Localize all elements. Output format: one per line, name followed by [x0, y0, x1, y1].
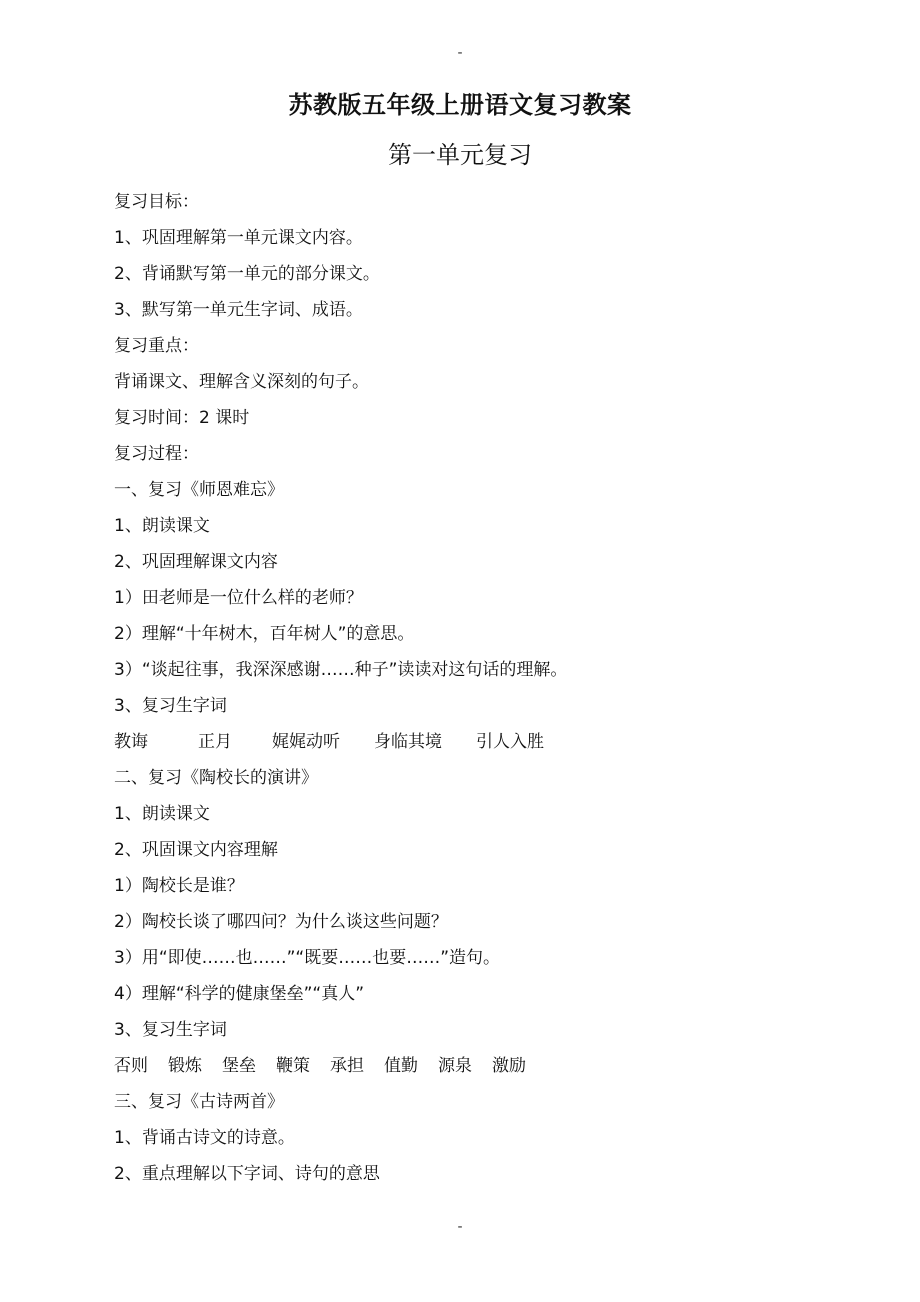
- section-1-step-2: 2、巩固理解课文内容: [114, 552, 278, 572]
- vocab-word: 正月: [198, 732, 232, 752]
- section-2-heading: 二、复习《陶校长的演讲》: [114, 768, 318, 788]
- section-2-step-3: 3、复习生字词: [114, 1020, 227, 1040]
- section-1-question-3: 3）“谈起往事，我深深感谢……种子”读读对这句话的理解。: [114, 660, 568, 680]
- section-1-step-3: 3、复习生字词: [114, 696, 227, 716]
- review-process-heading: 复习过程：: [114, 444, 199, 464]
- vocab-word: 身临其境: [374, 732, 442, 752]
- document-title: 苏教版五年级上册语文复习教案: [288, 91, 632, 119]
- section-2-step-1: 1、朗读课文: [114, 804, 210, 824]
- section-2-question-2: 2）陶校长谈了哪四问？为什么谈这些问题？: [114, 912, 448, 932]
- section-2-question-4: 4）理解“科学的健康堡垒”“真人”: [114, 984, 365, 1004]
- section-3-heading: 三、复习《古诗两首》: [114, 1092, 284, 1112]
- section-1-question-1: 1）田老师是一位什么样的老师？: [114, 588, 363, 608]
- vocab-word: 承担: [330, 1056, 364, 1076]
- section-2-vocab-list: [114, 1048, 814, 1084]
- goal-item-3: 3、默写第一单元生字词、成语。: [114, 300, 363, 320]
- review-focus-heading: 复习重点：: [114, 336, 199, 356]
- section-1-vocab-list: [114, 724, 814, 760]
- review-focus-text: 背诵课文、理解含义深刻的句子。: [114, 372, 369, 392]
- section-1-heading: 一、复习《师恩难忘》: [114, 480, 284, 500]
- vocab-word: 激励: [492, 1056, 526, 1076]
- unit-subtitle: 第一单元复习: [388, 141, 532, 169]
- review-time: 复习时间：2 课时: [114, 408, 250, 428]
- section-3-step-2: 2、重点理解以下字词、诗句的意思: [114, 1164, 380, 1184]
- section-1-question-2: 2）理解“十年树木，百年树人”的意思。: [114, 624, 415, 644]
- page-header-marker: -: [457, 45, 463, 61]
- section-2-step-2: 2、巩固课文内容理解: [114, 840, 278, 860]
- document-body: [114, 184, 814, 1192]
- goal-item-2: 2、背诵默写第一单元的部分课文。: [114, 264, 380, 284]
- vocab-word: 源泉: [438, 1056, 472, 1076]
- page-footer-marker: -: [457, 1219, 463, 1235]
- vocab-word: 否则: [114, 1056, 148, 1076]
- vocab-word: 娓娓动听: [272, 732, 340, 752]
- goal-item-1: 1、巩固理解第一单元课文内容。: [114, 228, 363, 248]
- vocab-word: 引人入胜: [476, 732, 544, 752]
- section-2-question-1: 1）陶校长是谁？: [114, 876, 244, 896]
- section-2-question-3: 3）用“即使……也……”“既要……也要……”造句。: [114, 948, 501, 968]
- section-1-step-1: 1、朗读课文: [114, 516, 210, 536]
- vocab-word: 值勤: [384, 1056, 418, 1076]
- review-goals-heading: 复习目标：: [114, 192, 199, 212]
- vocab-word: 锻炼: [168, 1056, 202, 1076]
- vocab-word: 教诲: [114, 732, 148, 752]
- vocab-word: 堡垒: [222, 1056, 256, 1076]
- vocab-word: 鞭策: [276, 1056, 310, 1076]
- section-3-step-1: 1、背诵古诗文的诗意。: [114, 1128, 295, 1148]
